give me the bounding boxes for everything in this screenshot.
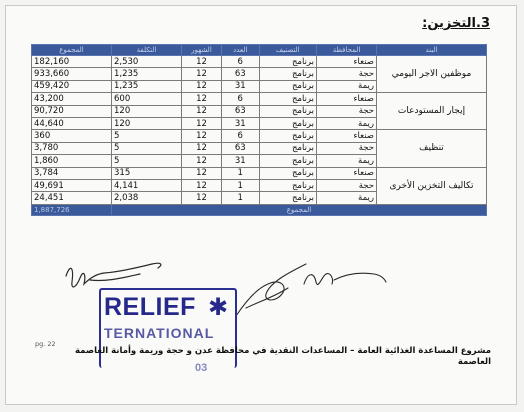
cost-cell: 5 (112, 142, 182, 154)
classification-cell: برنامج (259, 155, 317, 167)
item-cell: تنظيف (377, 130, 487, 167)
months-cell: 12 (182, 56, 222, 68)
count-cell: 31 (222, 155, 260, 167)
total-cell: 90,720 (32, 105, 112, 117)
count-cell: 63 (222, 68, 260, 80)
governorate-cell: صنعاء (317, 56, 377, 68)
count-cell: 63 (222, 142, 260, 154)
page-number: pg. 22 (35, 340, 56, 348)
cost-cell: 2,530 (112, 56, 182, 68)
total-cell: 49,691 (32, 179, 112, 191)
item-cell: إيجار المستودعات (377, 93, 487, 130)
total-cell: 933,660 (32, 68, 112, 80)
months-cell: 12 (182, 155, 222, 167)
footer-text-line2: العاصمة (457, 357, 491, 367)
months-cell: 12 (182, 105, 222, 117)
header-cost: التكلفة (112, 45, 182, 56)
classification-cell: برنامج (259, 179, 317, 191)
cost-cell: 600 (112, 93, 182, 105)
classification-cell: برنامج (259, 130, 317, 142)
item-cell: موظفين الاجر اليومي (377, 56, 487, 93)
count-cell: 1 (222, 192, 260, 204)
total-cell: 182,160 (32, 56, 112, 68)
count-cell: 63 (222, 105, 260, 117)
governorate-cell: ريمة (317, 80, 377, 92)
months-cell: 12 (182, 130, 222, 142)
governorate-cell: صنعاء (317, 130, 377, 142)
total-cell: 3,784 (32, 167, 112, 179)
cost-cell: 315 (112, 167, 182, 179)
governorate-cell: حجة (317, 105, 377, 117)
footer-text: مشروع المساعدة الغذائية العامة – المساعدات النقدية في محافظة عدن و حجة وريمة وأمانة العاصمة (75, 346, 491, 356)
storage-cost-table (31, 44, 487, 216)
classification-cell: برنامج (259, 192, 317, 204)
total-cell: 459,420 (32, 80, 112, 92)
table-row (32, 130, 487, 142)
header-item: البند (377, 45, 487, 56)
count-cell: 1 (222, 179, 260, 191)
header-governorate: المحافظة (317, 45, 377, 56)
classification-cell: برنامج (259, 167, 317, 179)
months-cell: 12 (182, 117, 222, 129)
stamp-star-icon: ✱ (208, 293, 229, 321)
cost-cell: 120 (112, 105, 182, 117)
months-cell: 12 (182, 167, 222, 179)
table-body (32, 56, 487, 216)
footer-label: المجموع (112, 204, 487, 215)
table-header-row (32, 45, 487, 56)
count-cell: 31 (222, 80, 260, 92)
count-cell: 6 (222, 56, 260, 68)
months-cell: 12 (182, 68, 222, 80)
grand-total: 1,887,726 (32, 204, 112, 215)
header-months: الشهور (182, 45, 222, 56)
total-cell: 24,451 (32, 192, 112, 204)
total-cell: 1,860 (32, 155, 112, 167)
section-title: 3.التخزين: (422, 16, 490, 31)
table-footer-row (32, 204, 487, 215)
classification-cell: برنامج (259, 93, 317, 105)
total-cell: 3,780 (32, 142, 112, 154)
item-cell: تكاليف التخزين الأخرى (377, 167, 487, 204)
governorate-cell: ريمة (317, 117, 377, 129)
cost-cell: 5 (112, 130, 182, 142)
signature-right (300, 262, 390, 292)
total-cell: 43,200 (32, 93, 112, 105)
classification-cell: برنامج (259, 68, 317, 80)
table-row (32, 56, 487, 68)
cost-cell: 1,235 (112, 68, 182, 80)
classification-cell: برنامج (259, 56, 317, 68)
governorate-cell: حجة (317, 179, 377, 191)
stamp-logo: RELIEF (104, 293, 196, 321)
cost-cell: 1,235 (112, 80, 182, 92)
months-cell: 12 (182, 142, 222, 154)
governorate-cell: حجة (317, 142, 377, 154)
count-cell: 6 (222, 130, 260, 142)
cost-cell: 120 (112, 117, 182, 129)
count-cell: 6 (222, 93, 260, 105)
months-cell: 12 (182, 192, 222, 204)
governorate-cell: ريمة (317, 155, 377, 167)
cost-cell: 4,141 (112, 179, 182, 191)
total-cell: 44,640 (32, 117, 112, 129)
stamp-mark: 03 (195, 362, 208, 374)
classification-cell: برنامج (259, 117, 317, 129)
stamp-org-name: TERNATIONAL (104, 325, 215, 341)
header-count: العدد (222, 45, 260, 56)
table-row (32, 167, 487, 179)
governorate-cell: صنعاء (317, 167, 377, 179)
months-cell: 12 (182, 93, 222, 105)
cost-cell: 5 (112, 155, 182, 167)
governorate-cell: صنعاء (317, 93, 377, 105)
cost-cell: 2,038 (112, 192, 182, 204)
count-cell: 31 (222, 117, 260, 129)
governorate-cell: حجة (317, 68, 377, 80)
header-classification: التصنيف (259, 45, 317, 56)
count-cell: 1 (222, 167, 260, 179)
months-cell: 12 (182, 80, 222, 92)
total-cell: 360 (32, 130, 112, 142)
governorate-cell: ريمة (317, 192, 377, 204)
classification-cell: برنامج (259, 142, 317, 154)
table-row (32, 93, 487, 105)
classification-cell: برنامج (259, 105, 317, 117)
header-total: المجموع (32, 45, 112, 56)
months-cell: 12 (182, 179, 222, 191)
classification-cell: برنامج (259, 80, 317, 92)
